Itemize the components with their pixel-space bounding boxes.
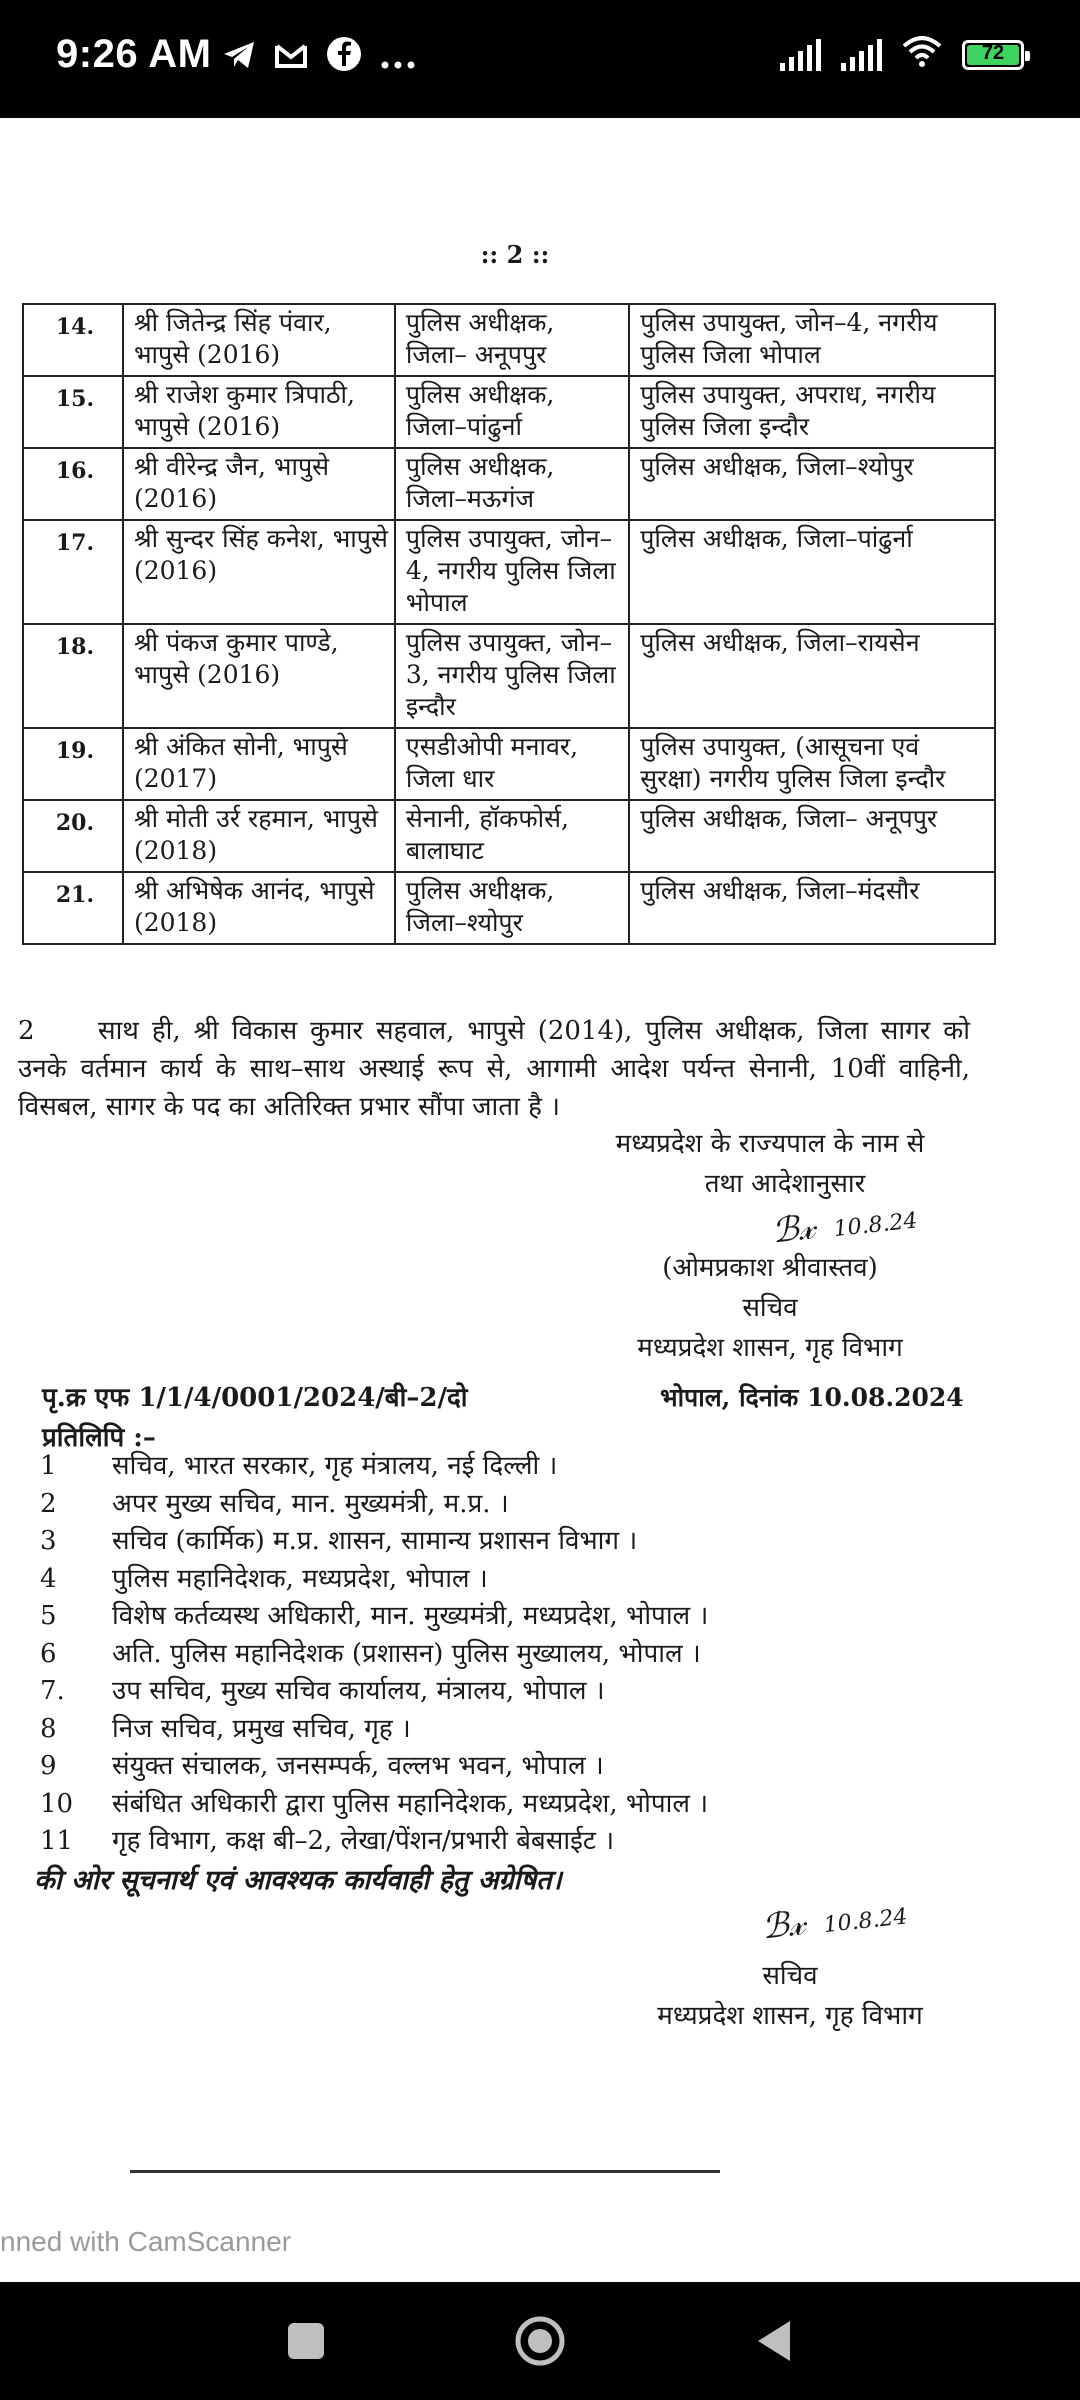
list-item-number: 11 [40,1826,74,1856]
table-row [23,376,995,448]
paragraph-number: 2 [18,1016,35,1046]
list-item-text: उप सचिव, मुख्य सचिव कार्यालय, मंत्रालय, भोपाल । [112,1676,605,1706]
row-number: 20. [23,800,123,872]
row-number: 17. [23,520,123,624]
list-item-number: 4 [40,1563,57,1594]
row-number: 16. [23,448,123,520]
current-posting: एसडीओपी मनावर, जिला धार [395,728,629,800]
list-item [0,1711,708,1749]
list-item [0,1786,708,1824]
current-posting: पुलिस अधीक्षक, जिला–मऊगंज [395,448,629,520]
list-item-text: निज सचिव, प्रमुख सचिव, गृह । [112,1713,411,1744]
recents-button[interactable] [236,2282,376,2400]
signatory-designation: सचिव [742,1293,798,1323]
new-posting: पुलिस उपायुक्त, (आसूचना एवं सुरक्षा) नगरीय पुलिस जिला इन्दौर [629,728,995,800]
list-item [0,1486,708,1524]
status-bar [0,0,1080,118]
wifi-icon [902,36,942,73]
list-item [0,1448,708,1486]
list-item-number: 8 [40,1713,57,1744]
clock: 9:26 AM [56,32,212,76]
signatory-department-2: मध्यप्रदेश शासन, गृह विभाग [657,2001,923,2031]
list-item [0,1523,708,1561]
page-divider [130,2170,720,2173]
list-item [0,1673,708,1711]
table-row [23,728,995,800]
table-row [23,448,995,520]
officer-name: श्री वीरेन्द्र जैन, भापुसे (2016) [123,448,395,520]
signatory-designation-2: सचिव [762,1961,818,1991]
battery-icon [962,40,1024,70]
list-item-text: पुलिस महानिदेशक, मध्यप्रदेश, भोपाल । [112,1563,488,1594]
recents-icon [286,2321,326,2361]
back-button[interactable] [704,2282,844,2400]
battery-level: 72 [981,41,1005,64]
officer-name: श्री अभिषेक आनंद, भापुसे (2018) [123,872,395,944]
new-posting: पुलिस अधीक्षक, जिला–रायसेन [629,624,995,728]
current-posting: पुलिस उपायुक्त, जोन–3, नगरीय पुलिस जिला इन्दौर [395,624,629,728]
gmail-icon [274,39,308,79]
telegram-icon [222,39,256,79]
officer-name: श्री पंकज कुमार पाण्डे, भापुसे (2016) [123,624,395,728]
officer-name: श्री अंकित सोनी, भापुसे (2017) [123,728,395,800]
closing-line: की ओर सूचनार्थ एवं आवश्यक कार्यवाही हेतु अग्रेषित। [34,1865,562,1896]
signal-icon [841,39,882,71]
signatory-name: (ओमप्रकाश श्रीवास्तव) [662,1253,878,1283]
signature-line2: तथा आदेशानुसार [704,1169,866,1199]
list-item-text: सचिव (कार्मिक) म.प्र. शासन, सामान्य प्रशासन विभाग । [112,1526,638,1556]
signature-line1: मध्यप्रदेश के राज्यपाल के नाम से [615,1129,925,1159]
signal-icon [780,39,821,71]
home-icon [513,2314,567,2368]
page-number: :: 2 :: [480,240,550,269]
list-item-text: संयुक्त संचालक, जनसम्पर्क, वल्लभ भवन, भोपाल । [112,1751,604,1781]
list-item-number: 3 [40,1526,57,1556]
list-item-text: सचिव, भारत सरकार, गृह मंत्रालय, नई दिल्ली । [112,1451,558,1481]
list-item-number: 5 [40,1601,57,1631]
reference-date: भोपाल, दिनांक 10.08.2024 [660,1383,964,1412]
new-posting: पुलिस अधीक्षक, जिला– अनूपपुर [629,800,995,872]
signatory-department: मध्यप्रदेश शासन, गृह विभाग [637,1333,903,1363]
handwritten-signature: ℬ𝓍 10.8.24 [770,1206,919,1252]
current-posting: सेनानी, हॉकफोर्स, बालाघाट [395,800,629,872]
back-icon [754,2319,794,2363]
table-row [23,624,995,728]
new-posting: पुलिस उपायुक्त, जोन–4, नगरीय पुलिस जिला भोपाल [629,304,995,376]
list-item-text: विशेष कर्तव्यस्थ अधिकारी, मान. मुख्यमंत्री, मध्यप्रदेश, भोपाल । [112,1601,709,1631]
signature-block-2 [600,1900,980,2036]
reference-number: पृ.क्र एफ 1/1/4/0001/2024/बी–2/दो [42,1383,468,1413]
signature-block [560,1124,980,1368]
paragraph-text: साथ ही, श्री विकास कुमार सहवाल, भापुसे (2014), पुलिस अधीक्षक, जिला सागर को उनके वर्तमान कार्य के साथ–साथ अस्थाई रूप से, आगामी आदेश पर्यन्त सेनानी, 10वीं वाहिनी, विसबल, सागर के पद का अतिरिक्त प्रभार सौंपा जाता है । [18,1016,970,1122]
list-item [0,1636,708,1674]
list-item-number: 6 [40,1638,57,1669]
facebook-icon [326,36,362,81]
row-number: 19. [23,728,123,800]
list-item-number: 2 [40,1488,57,1519]
notification-icons [222,36,416,81]
order-paragraph [18,1012,970,1126]
list-item [0,1748,708,1786]
list-item-text: अपर मुख्य सचिव, मान. मुख्यमंत्री, म.प्र. । [112,1488,509,1519]
officer-name: श्री राजेश कुमार त्रिपाठी, भापुसे (2016) [123,376,395,448]
list-item [0,1598,708,1636]
copy-heading: प्रतिलिपि :– [42,1423,156,1453]
list-item-text: संबंधित अधिकारी द्वारा पुलिस महानिदेशक, मध्यप्रदेश, भोपाल । [112,1788,709,1819]
officer-name: श्री सुन्दर सिंह कनेश, भापुसे (2016) [123,520,395,624]
new-posting: पुलिस उपायुक्त, अपराध, नगरीय पुलिस जिला इन्दौर [629,376,995,448]
current-posting: पुलिस अधीक्षक, जिला–श्योपुर [395,872,629,944]
list-item [0,1561,708,1599]
home-button[interactable] [470,2282,610,2400]
copy-list [0,1448,708,1861]
current-posting: पुलिस अधीक्षक, जिला–पांढुर्ना [395,376,629,448]
navigation-bar [0,2282,1080,2400]
table-row [23,800,995,872]
table-row [23,872,995,944]
list-item-number: 7. [40,1676,65,1706]
list-item-number: 10 [40,1788,74,1819]
list-item-text: गृह विभाग, कक्ष बी–2, लेखा/पेंशन/प्रभारी बेबसाईट । [112,1826,615,1856]
handwritten-signature-2: ℬ𝓍 10.8.24 [760,1902,909,1948]
list-item-text: अति. पुलिस महानिदेशक (प्रशासन) पुलिस मुख्यालय, भोपाल । [112,1638,701,1669]
new-posting: पुलिस अधीक्षक, जिला–श्योपुर [629,448,995,520]
row-number: 21. [23,872,123,944]
scanner-watermark: nned with CamScanner [0,2226,292,2257]
officer-name: श्री मोती उर्र रहमान, भापुसे (2018) [123,800,395,872]
list-item-number: 1 [40,1451,57,1481]
transfer-table [22,303,996,945]
new-posting: पुलिस अधीक्षक, जिला–पांढुर्ना [629,520,995,624]
more-icon [380,39,416,79]
new-posting: पुलिस अधीक्षक, जिला–मंदसौर [629,872,995,944]
row-number: 18. [23,624,123,728]
row-number: 14. [23,304,123,376]
row-number: 15. [23,376,123,448]
current-posting: पुलिस उपायुक्त, जोन–4, नगरीय पुलिस जिला भोपाल [395,520,629,624]
system-icons [780,36,1024,73]
current-posting: पुलिस अधीक्षक, जिला– अनूपपुर [395,304,629,376]
table-row [23,520,995,624]
list-item [0,1823,708,1861]
officer-name: श्री जितेन्द्र सिंह पंवार, भापुसे (2016) [123,304,395,376]
table-row [23,304,995,376]
list-item-number: 9 [40,1751,57,1781]
